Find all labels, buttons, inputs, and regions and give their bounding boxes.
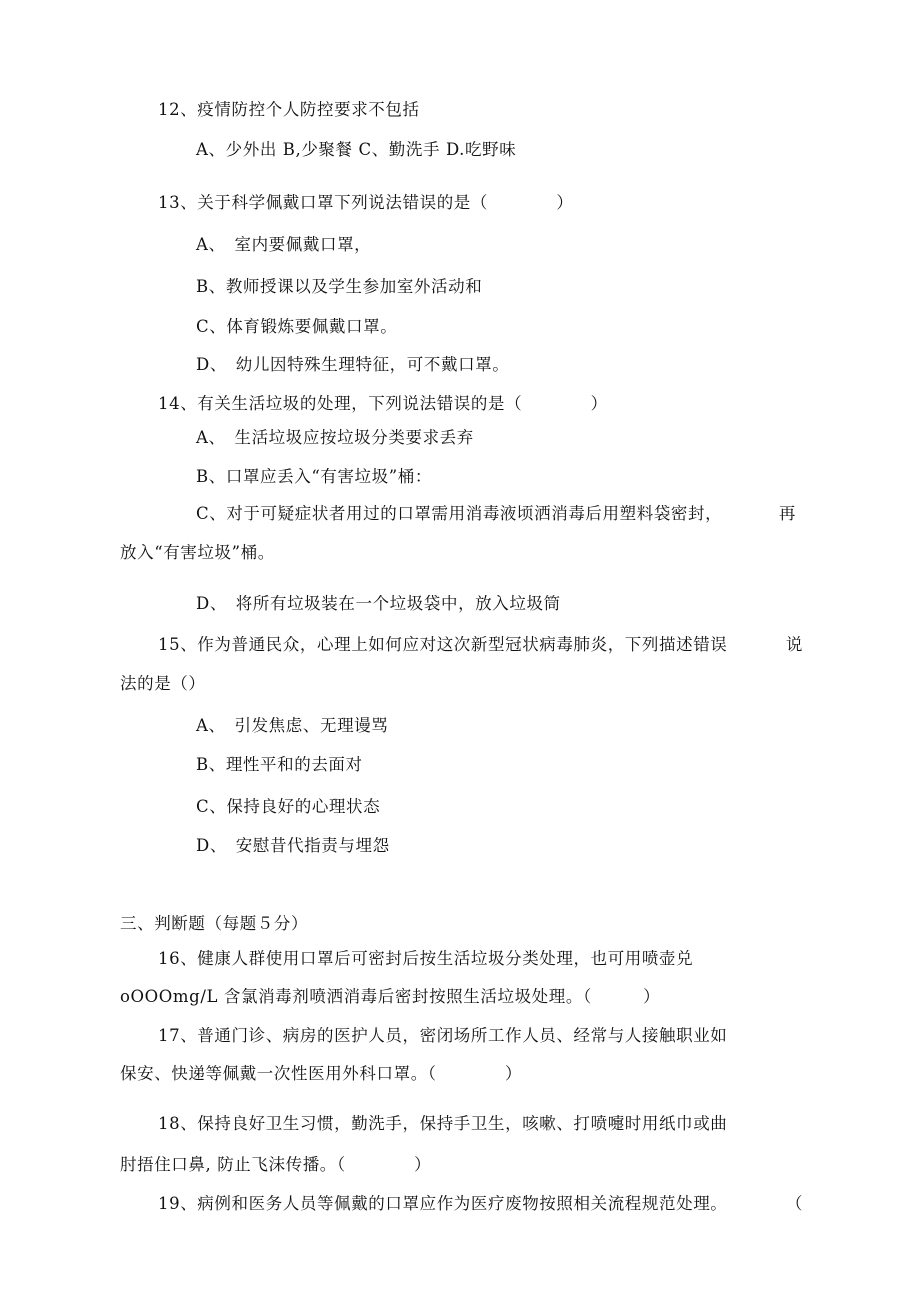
question-19-line1	[158, 1193, 803, 1215]
question-12-stem: 12、疫情防控个人防控要求不包括	[158, 100, 420, 119]
question-17-line1: 17、普通门诊、病房的医护人员，密闭场所工作人员、经常与人接触职业如	[158, 1026, 728, 1045]
question-13-option-d: D、 幼儿因特殊生理特征，可不戴口罩。	[196, 355, 510, 374]
question-17-line2: 保安、快递等佩戴一次性医用外科口罩。（ ）	[120, 1064, 523, 1083]
question-13-option-b: B、教师授课以及学生参加室外活动和	[196, 277, 483, 296]
question-14-option-c-end: 再	[778, 504, 796, 523]
question-15-option-a: A、 引发焦虑、无理谩骂	[196, 716, 389, 735]
question-14-option-a: A、 生活垃圾应按垃圾分类要求丢弃	[196, 428, 474, 447]
question-16-line1: 16、健康人群使用口罩后可密封后按生活垃圾分类处理，也可用喷壶兑	[158, 949, 694, 968]
question-15-stem-end: 说	[785, 635, 803, 654]
question-16-line2: oOOOmg/L 含氯消毒剂喷洒消毒后密封按照生活垃圾处理。（ ）	[120, 987, 661, 1006]
question-15-option-d: D、 安慰昔代指责与埋怨	[196, 836, 390, 855]
question-14-stem: 14、有关生活垃圾的处理，下列说法错误的是（ ）	[158, 394, 608, 413]
question-15-stem-line1	[158, 634, 803, 656]
question-14-option-c-line2: 放入“有害垃圾”桶。	[120, 543, 275, 562]
question-13-option-c: C、体育锻炼要佩戴口罩。	[196, 317, 398, 336]
question-15-stem-text: 15、作为普通民众，心理上如何应对这次新型冠状病毒肺炎，下列描述错误	[158, 635, 728, 654]
question-14-option-c-line1	[196, 503, 796, 525]
question-15-option-c: C、保持良好的心理状态	[196, 797, 381, 816]
question-15-stem-line2: 法的是（）	[120, 674, 206, 693]
question-12-options: A、少外出 B,少聚餐 C、勤洗手 D.吃野味	[196, 140, 517, 159]
question-19-open-paren: （	[785, 1194, 803, 1213]
question-13-stem: 13、关于科学佩戴口罩下列说法错误的是（ ）	[158, 193, 574, 212]
question-18-line2: 肘捂住口鼻, 防止飞沫传播。（ ）	[120, 1155, 432, 1174]
question-15-option-b: B、理性平和的去面对	[196, 755, 363, 774]
question-14-option-c-text: C、对于可疑症状者用过的口罩需用消毒液顷洒消毒后用塑料袋密封，	[196, 504, 723, 523]
question-14-option-b: B、口罩应丢入“有害垃圾”桶：	[196, 467, 432, 486]
section-3-title: 三、判断题（每题５分）	[120, 914, 309, 933]
question-18-line1: 18、保持良好卫生习惯，勤洗手，保持手卫生，咳嗽、打喷嚏时用纸巾或曲	[158, 1114, 728, 1133]
question-13-option-a: A、 室内要佩戴口罩，	[196, 235, 372, 254]
question-19-text: 19、病例和医务人员等佩戴的口罩应作为医疗废物按照相关流程规范处理。	[158, 1194, 728, 1213]
question-14-option-d: D、 将所有垃圾装在一个垃圾袋中，放入垃圾筒	[196, 594, 561, 613]
